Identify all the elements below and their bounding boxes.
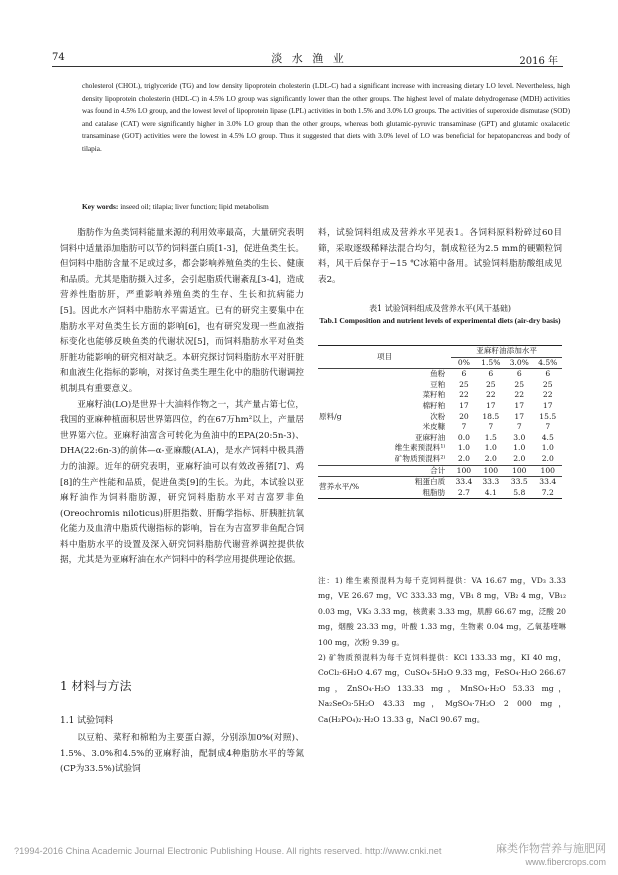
cell: 18.5 [482, 411, 500, 421]
row-name: 维生素预混料¹⁾ [394, 443, 446, 453]
section-title: 1 材料与方法 [60, 679, 132, 693]
cell: 6 [516, 369, 522, 379]
item-header: 项目 [377, 351, 393, 361]
cell: 17 [542, 400, 553, 410]
row-name: 粗脂肪 [422, 487, 446, 497]
cell: 7.2 [541, 487, 554, 497]
cell: 6 [488, 369, 494, 379]
level-cell: 0% [451, 357, 476, 369]
cell: 17 [514, 411, 525, 421]
cell: 25 [485, 379, 496, 389]
cell: 2.0 [457, 453, 470, 463]
group-label-ingredients: 原料/g [319, 411, 342, 421]
intro-paragraph-2: 亚麻籽油(LO)是世界十大油料作物之一，其产量占第七位，我国的亚麻种植面积居世界第四位，约在67万hm²以上，产量居世界第六位。亚麻籽油富含可转化为鱼油中的EPA(20:5n-3)、DHA(22:6n-3)的前体—α-亚麻酸(ALA)，是水产饲料中极具潜力的油源。近年的研究表明，亚麻籽油可以有效改善猪[7]、鸡[8]的生产性能和品质，促进鱼类[9]的生长。为此，本试验以亚麻籽油作为饲料脂肪源，研究饲料脂肪水平对吉富罗非鱼(Oreochromis niloticus)肝胆指数、肝酶学指标、肝胰脏抗氧化能力及血清中脂质代谢指标的影响，旨在为吉富罗非鱼配合饲料中脂肪水平的设置及深入研究饲料脂肪代谢营养调控提供依据，尤其是为亚麻籽油在水产饲料中的科学应用提供理论依据。 [60, 399, 304, 566]
cell: 100 [483, 465, 499, 475]
row-name: 粗蛋白质 [414, 477, 446, 487]
cell: 33.3 [482, 477, 500, 487]
watermark-url: www.fibercrops.com [525, 857, 606, 867]
methods-column [60, 731, 304, 778]
cell: 22 [514, 390, 525, 400]
journal-title: 淡 水 渔 业 [271, 52, 347, 65]
cell: 22 [459, 390, 469, 400]
cell: 22 [542, 390, 553, 400]
cell: 100 [456, 465, 472, 475]
cell: 100 [540, 465, 555, 475]
composition-table [318, 345, 562, 499]
cell: 5.8 [513, 487, 526, 497]
level-cell: 1.5% [477, 357, 505, 369]
table-row [318, 477, 562, 488]
cell: 1.0 [541, 443, 554, 453]
cell: 6 [461, 369, 467, 379]
right-column-text [318, 226, 562, 288]
group-label-nutrients: 营养水平/% [319, 482, 360, 492]
cell: 33.4 [455, 477, 473, 487]
cell: 17 [514, 400, 525, 410]
header-rule [52, 66, 563, 67]
row-name: 次粉 [430, 411, 446, 421]
cell: 20 [459, 411, 469, 421]
cell: 33.5 [510, 477, 528, 487]
right-paragraph: 料，试验饲料组成及营养水平见表1。各饲料原料粉碎过60目筛，采取逐级稀释法混合均匀，制成粒径为2.5 mm的硬颗粒饲料，风干后保存于−15 ℃冰箱中备用。试验饲料脂肪酸组成见表2。 [318, 228, 562, 285]
abstract-text: cholesterol (CHOL), triglyceride (TG) and low density lipoprotein cholesterin (LDL-C) had a significant increase with increasing dietary LO level. Nevertheless, high density lipoprotein cholesterin (HDL-C) in 4.5% LO group was significantly lower than the other groups. The highest level of malate dehydrogenase (MDH) activities was found in 4.5% LO group, and the lowest level of lipoprotein lipase (LPL) activities in both 1.5% and 3.0% LO groups. The activities of superoxide dismutase (SOD) and catalase (CAT) were significantly higher in 3.0% LO group than the other groups, whereas both glutamic-pyruvic transaminase (GPT) and glutamic oxalacetic transaminase (GOT) activities were the lowest in 4.5% LO group. Thus it suggested that diets with 3.0% level of LO was beneficial for hepatopancreas and body of tilapia. [82, 82, 570, 153]
row-name: 合计 [430, 465, 446, 475]
note-vitamin: 注：1) 维生素预混料为每千克饲料提供：VA 16.67 mg，VD₃ 3.33 mg，VE 26.67 mg，VC 333.33 mg，VB₁ 8 mg，VB₂ 4 mg，VB₁₂ 0.03 mg，VK₃ 3.33 mg，核黄素 3.33 mg，肌醇 66.67 mg，泛酸 20 mg，烟酸 23.33 mg，叶酸 1.33 mg，生物素 0.04 mg，乙氧基喹啉 100 mg，次粉 9.39 g。 [318, 576, 566, 647]
cell: 4.1 [484, 487, 497, 497]
cell: 7 [516, 422, 522, 432]
table-notes [318, 573, 566, 727]
row-name: 米皮糠 [422, 422, 446, 432]
row-name: 亚麻籽油 [414, 432, 446, 442]
keywords-list: inseed oil; tilapia; liver function; lipid metabolism [120, 202, 269, 211]
total-row [318, 465, 562, 477]
cell: 7 [545, 422, 551, 432]
row-name: 棉籽粕 [422, 400, 446, 410]
table-title-cn: 表1 试验饲料组成及营养水平(风干基础) [369, 304, 511, 313]
subsection-title: 1.1 试验饲料 [60, 716, 114, 726]
cell: 15.5 [539, 411, 557, 421]
keywords [82, 201, 570, 212]
watermark-text: 麻类作物营养与施肥网 [496, 842, 606, 855]
keywords-label: Key words: [82, 202, 119, 211]
cell: 100 [512, 465, 527, 475]
cell: 2.0 [484, 453, 497, 463]
cell: 33.4 [539, 477, 557, 487]
intro-paragraph-1: 脂肪作为鱼类饲料能量来源的利用效率最高，大量研究表明饲料中适量添加脂肪可以节约饲料蛋白质[1-3]，促进鱼类生长。但饲料中脂肪含量不足或过多，都会影响养殖鱼类的生长、健康和品质。尤其是脂肪摄入过多，会引起脂质代谢紊乱[3-4]，造成营养性脂肪肝，严重影响养殖鱼类的生存、生长和抗病能力[5]。因此水产饲料中脂肪水平需适宜。已有的研究主要集中在脂肪水平对鱼类生长方面的影响[6]，也有研究发现一些血液指标变化也能够反映鱼类的代谢状况[5]，而饲料脂肪水平对鱼类肝脏功能影响的研究相对缺乏。本研究探讨饲料脂肪水平对肝脏和血液生化指标的影响，对探讨鱼类生理生化中的脂肪代谢调控机制具有重要意义。 [60, 228, 304, 394]
cell: 3.0 [513, 432, 526, 442]
year: 2016 年 [519, 56, 558, 67]
cell: 2.0 [541, 453, 554, 463]
cell: 17 [485, 400, 496, 410]
cell: 7 [488, 422, 494, 432]
cell: 1.5 [484, 432, 497, 442]
table-title-en: Tab.1 Composition and nutrient levels of experimental diets (air-dry basis) [319, 316, 561, 325]
cell: 22 [485, 390, 496, 400]
copyright-footer: ?1994-2016 China Academic Journal Electronic Publishing House. All rights reserved. http://www.cnki.net [14, 846, 442, 856]
level-cell: 3.0% [505, 357, 533, 369]
cell: 1.0 [457, 443, 470, 453]
row-name: 鱼粉 [430, 369, 446, 379]
cell: 4.5 [541, 432, 554, 442]
methods-paragraph: 以豆粕、菜籽和棉粕为主要蛋白源，分别添加0%(对照)、1.5%、3.0%和4.5%的亚麻籽油，配制成4种脂肪水平的等氮(CP为33.5%)试验饲 [60, 733, 304, 775]
row-name: 菜籽粕 [422, 390, 446, 400]
cell: 25 [459, 379, 469, 389]
cell: 1.0 [513, 443, 526, 453]
cell: 25 [542, 379, 553, 389]
page-number: 74 [52, 52, 65, 63]
table-row [318, 369, 562, 380]
cell: 2.0 [513, 453, 526, 463]
row-name: 矿物质预混料²⁾ [394, 453, 446, 463]
intro-column [60, 226, 304, 569]
level-cell: 4.5% [533, 357, 562, 369]
level-header: 亚麻籽油添加水平 [476, 346, 537, 355]
cell: 2.7 [457, 487, 470, 497]
cell: 6 [545, 369, 551, 379]
note-mineral: 2) 矿物质预混料为每千克饲料提供：KCl 133.33 mg，KI 40 mg，CoCl₂·6H₂O 4.67 mg，CuSO₄·5H₂O 9.33 mg，FeSO₄·H₂O 266.67 mg，ZnSO₄·H₂O 133.33 mg，MnSO₄·H₂O 53.33 mg，Na₂SeO₃·5H₂O 43.33 mg，MgSO₄·7H₂O 2 000 mg，Ca(H₂PO₄)₂·H₂O 13.33 g，NaCl 90.67 mg。 [318, 653, 566, 724]
cell: 1.0 [484, 443, 497, 453]
table-header-row [318, 346, 562, 358]
row-name: 豆粕 [430, 379, 446, 389]
cell: 0.0 [457, 432, 470, 442]
cell: 17 [459, 400, 469, 410]
cell: 7 [461, 422, 467, 432]
cell: 25 [514, 379, 525, 389]
